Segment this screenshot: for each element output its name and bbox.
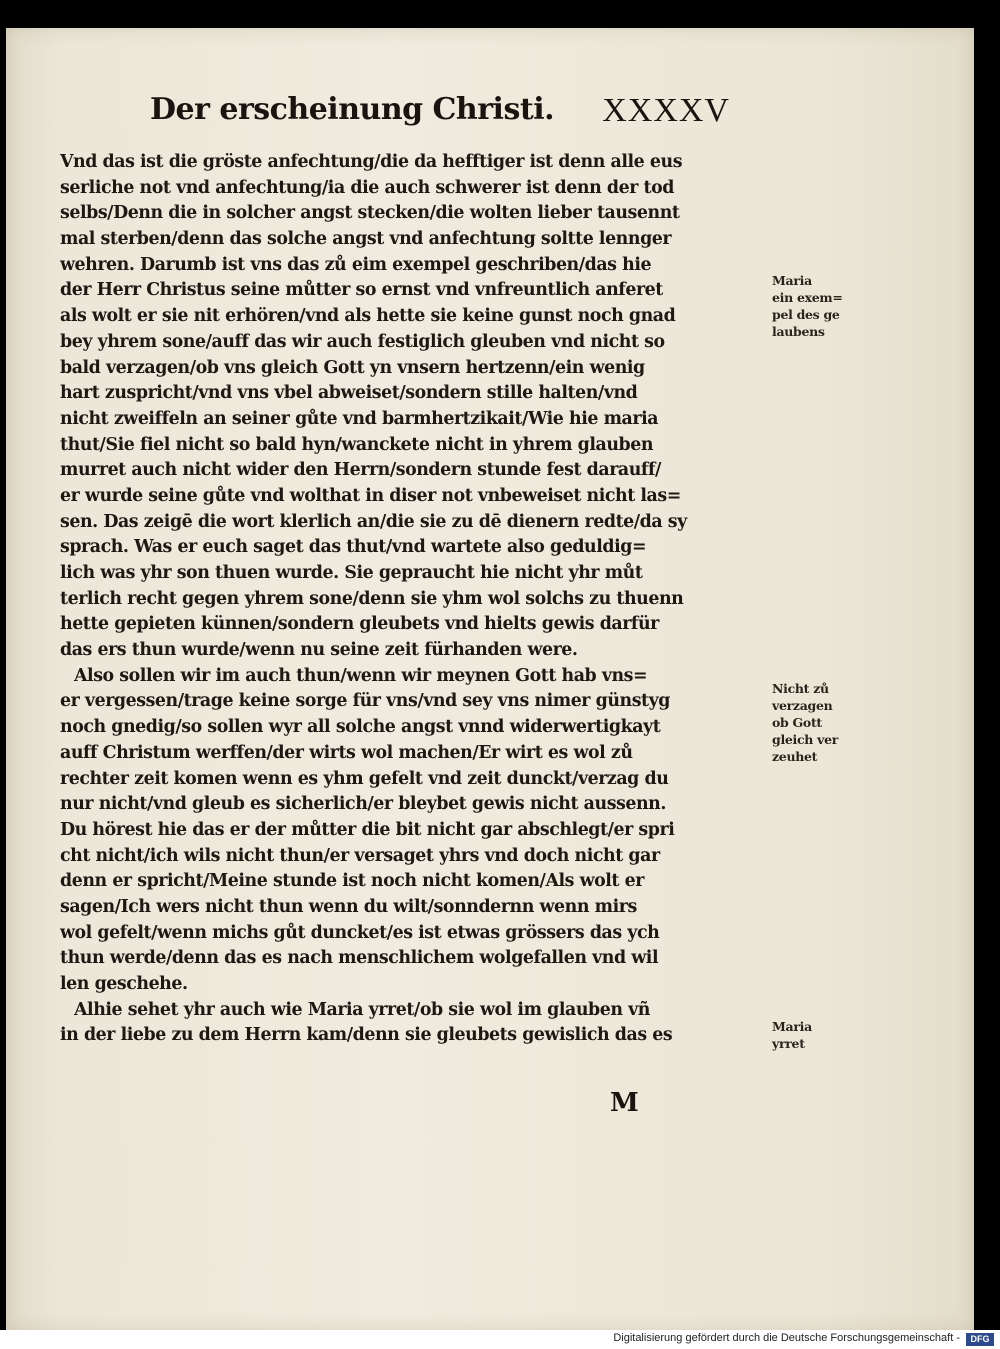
text-line: mal sterben/denn das solche angst vnd anfechtung soltte lennger [60,229,672,250]
margin-note [772,680,872,765]
running-title: Der erscheinung Christi. [150,92,555,127]
text-line: murret auch nicht wider den Herrn/sondern stunde fest darauff/ [60,460,661,481]
text-line: der Herr Christus seine můtter so ernst vnd vnfreuntlich anferet [60,280,663,301]
margin-note [772,272,872,340]
footer-bar [0,1330,1000,1349]
margin-note-line: pel des ge [772,307,840,322]
text-line: Alhie sehet yhr auch wie Maria yrret/ob sie wol im glauben vñ [74,999,650,1020]
margin-note-line: Nicht zů [772,681,829,696]
signature-mark: M [610,1088,639,1118]
margin-note-line: Maria [772,1019,812,1034]
folio-number: XXXXV [602,92,730,129]
margin-note-line: zeuhet [772,749,818,764]
text-line: in der liebe zu dem Herrn kam/denn sie gleubets gewislich das es [60,1025,673,1046]
text-line: bald verzagen/ob vns gleich Gott yn vnsern hertzenn/ein wenig [60,357,645,378]
text-line: thut/Sie fiel nicht so bald hyn/wanckete nicht in yhrem glauben [60,434,654,455]
footer-credit: Digitalisierung gefördert durch die Deutsche Forschungsgemeinschaft - [613,1332,960,1344]
text-line: hart zuspricht/vnd vns vbel abweiset/sondern stille halten/vnd [60,383,638,404]
text-line: Also sollen wir im auch thun/wenn wir meynen Gott hab vns= [74,665,648,686]
text-line: er vergessen/trage keine sorge für vns/vnd sey vns nimer günstyg [60,691,671,712]
margin-note-line: Maria [772,273,812,288]
text-line: hette gepieten künnen/sondern gleubets vnd hielts gewis darfür [60,614,659,635]
margin-note-line: verzagen [772,698,833,713]
text-line: terlich recht gegen yhrem sone/denn sie yhm wol solchs zu thuenn [60,588,684,609]
text-line: lich was yhr son thuen wurde. Sie gepraucht hie nicht yhr můt [60,563,643,583]
text-line: serliche not vnd anfechtung/ia die auch schwerer ist denn der tod [60,177,674,198]
text-line: rechter zeit komen wenn es yhm gefelt vnd zeit dunckt/verzag du [60,768,669,789]
margin-note-line: ob Gott [772,715,822,730]
text-line: nicht zweiffeln an seiner gůte vnd barmhertzikait/Wie hie maria [60,408,659,429]
margin-note-line: gleich ver [772,732,839,747]
margin-note-line: laubens [772,324,825,339]
margin-note [772,1018,872,1052]
dfg-logo-icon: DFG [966,1333,994,1346]
text-line: sprach. Was er euch saget das thut/vnd wartete also geduldig= [60,537,647,558]
text-line: bey yhrem sone/auff das wir auch festiglich gleuben vnd nicht so [60,331,665,352]
text-line: er wurde seine gůte vnd wolthat in diser not vnbeweiset nicht las= [60,485,681,506]
text-line: thun werde/denn das es nach menschlichem wolgefallen vnd wil [60,948,659,969]
margin-note-line: ein exem= [772,290,843,305]
text-line: nur nicht/vnd gleub es sicherlich/er bleybet gewis nicht aussenn. [60,794,666,815]
text-line: wehren. Darumb ist vns das zů eim exempel geschriben/das hie [60,254,652,275]
text-line: denn er spricht/Meine stunde ist noch nicht komen/Als wolt er [60,871,644,892]
page-header [150,92,730,136]
text-line: auff Christum werffen/der wirts wol machen/Er wirt es wol zů [60,742,633,763]
margin-note-line: yrret [772,1036,805,1051]
text-line: sagen/Ich wers nicht thun wenn du wilt/sonndernn wenn mirs [60,896,637,917]
body-text [60,150,843,1051]
text-line: Vnd das ist die gröste anfechtung/die da hefftiger ist denn alle eus [60,152,683,172]
text-line: wol gefelt/wenn michs gůt duncket/es ist etwas grössers das ych [60,922,660,943]
text-line: Du hörest hie das er der můtter die bit nicht gar abschlegt/er spri [60,819,675,840]
text-line: als wolt er sie nit erhören/vnd als hette sie keine gunst noch gnad [60,306,676,327]
text-line: das ers thun wurde/wenn nu seine zeit fürhanden were. [60,640,578,661]
text-line: len geschehe. [60,974,188,994]
text-line: selbs/Denn die in solcher angst stecken/die wolten lieber tausennt [60,203,680,224]
text-line: noch gnedig/so sollen wyr all solche angst vnnd widerwertigkayt [60,717,661,738]
text-line: cht nicht/ich wils nicht thun/er versaget yhrs vnd doch nicht gar [60,845,660,866]
text-line: sen. Das zeigē die wort klerlich an/die sie zu dē dienern redte/da sy [60,511,687,532]
